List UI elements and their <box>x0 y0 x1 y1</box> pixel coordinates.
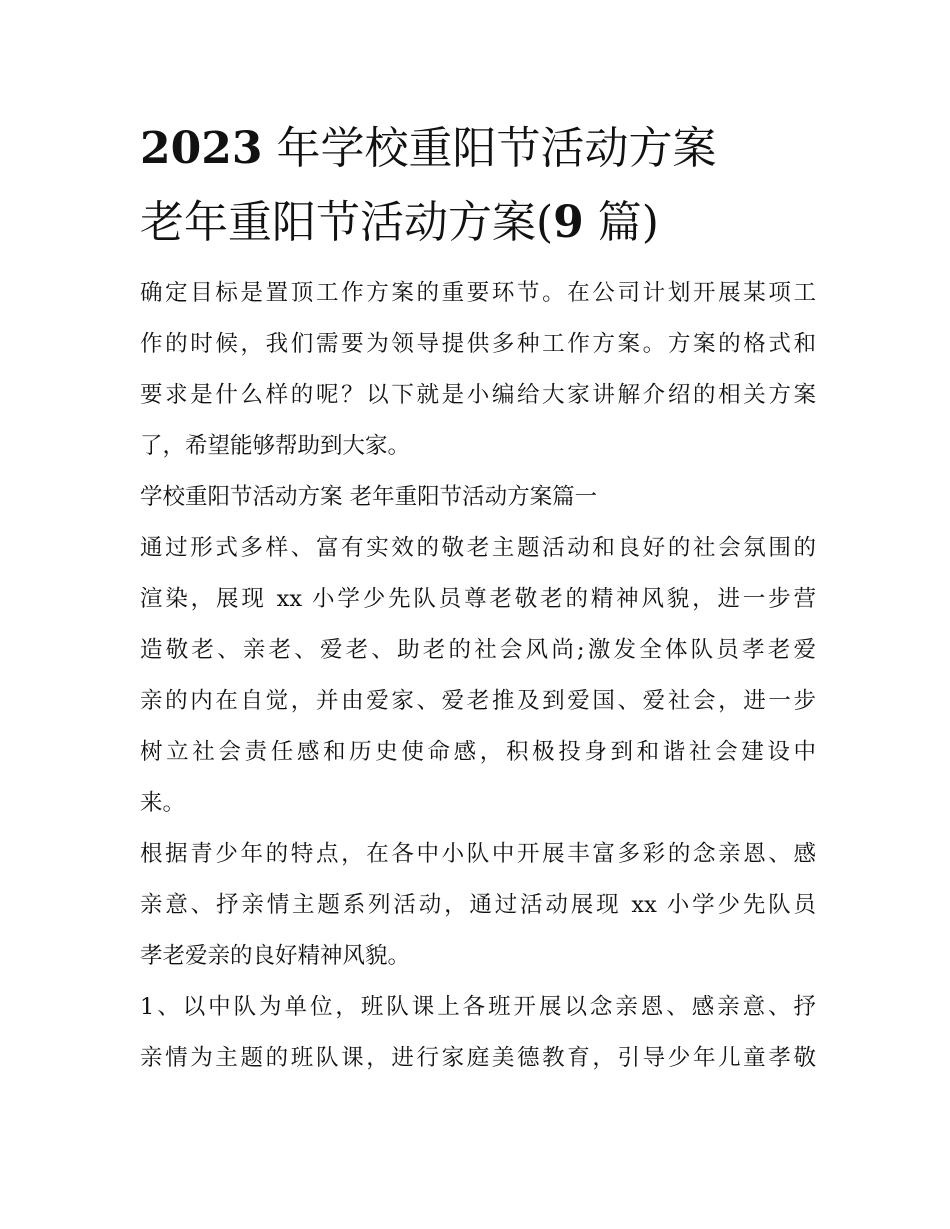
title-line-1 <box>140 118 816 180</box>
title-line-1-text: 年学校重阳节活动方案 <box>262 123 717 174</box>
text-line: 树立社会责任感和历史使命感，积极投身到和谐社会建设中 <box>140 739 816 765</box>
text-line: 造敬老、亲老、爱老、助老的社会风尚;激发全体队员孝老爱 <box>140 637 816 663</box>
text-line: 1、以中队为单位，班队课上各班开展以念亲恩、感亲意、抒 <box>140 994 816 1020</box>
text-line: 通过形式多样、富有实效的敬老主题活动和良好的社会氛围的 <box>140 535 816 561</box>
document-page <box>140 118 816 1084</box>
text-line: 亲的内在自觉，并由爱家、爱老推及到爱国、爱社会，进一步 <box>140 688 816 714</box>
title-count: 9 <box>553 197 584 248</box>
text-line: 作的时候，我们需要为领导提供多种工作方案。方案的格式和 <box>140 331 816 357</box>
paragraph-activities <box>140 829 816 982</box>
text-line: 来。 <box>140 790 186 816</box>
section-heading <box>140 472 816 523</box>
text-line: 亲情为主题的班队课，进行家庭美德教育，引导少年儿童孝敬 <box>140 1045 816 1071</box>
title-paren-open: ( <box>536 197 554 248</box>
title-line-2-text: 老年重阳节活动方案 <box>140 197 536 248</box>
text-line: 孝老爱亲的良好精神风貌。 <box>140 943 411 969</box>
text-line: 了，希望能够帮助到大家。 <box>140 433 411 459</box>
paragraph-item-1 <box>140 982 816 1084</box>
text-line: 确定目标是置顶工作方案的重要环节。在公司计划开展某项工 <box>140 280 816 306</box>
text-line: 根据青少年的特点，在各中小队中开展丰富多彩的念亲恩、感 <box>140 841 816 867</box>
title-line-2 <box>140 192 816 254</box>
paragraph-purpose <box>140 523 816 829</box>
text-line: 学校重阳节活动方案 老年重阳节活动方案篇一 <box>140 484 598 510</box>
text-line: 要求是什么样的呢？以下就是小编给大家讲解介绍的相关方案 <box>140 382 816 408</box>
document-body <box>140 268 816 1084</box>
title-year: 2023 <box>140 123 263 174</box>
paragraph-intro <box>140 268 816 472</box>
document-title <box>140 118 816 254</box>
text-line: 亲意、抒亲情主题系列活动，通过活动展现 xx 小学少先队员 <box>140 892 816 918</box>
text-line: 渲染，展现 xx 小学少先队员尊老敬老的精神风貌，进一步营 <box>140 586 816 612</box>
title-line-2-suffix: 篇) <box>583 197 659 248</box>
